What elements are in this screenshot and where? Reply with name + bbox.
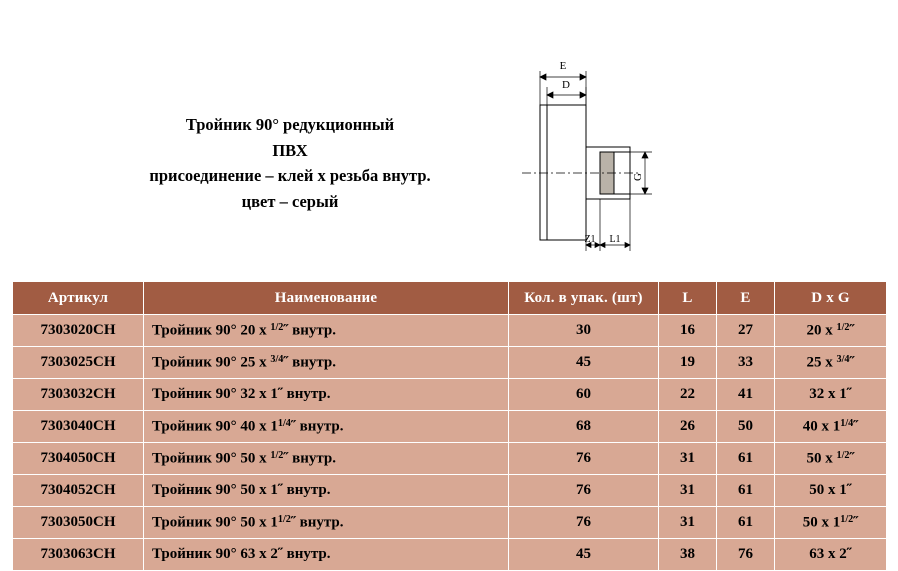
cell-qty: 76: [509, 475, 659, 507]
cell-name: Тройник 90° 50 х 1˝ внутр.: [144, 475, 509, 507]
cell-article: 7303050СН: [13, 507, 144, 539]
dimension-label-d: D: [562, 79, 570, 91]
cell-article: 7303032СН: [13, 379, 144, 411]
cell-article: 7303040СН: [13, 411, 144, 443]
cell-l: 19: [659, 347, 717, 379]
fitting-diagram-svg: [500, 55, 730, 255]
cell-l: 26: [659, 411, 717, 443]
cell-e: 61: [717, 507, 775, 539]
technical-drawing: [500, 55, 730, 255]
cell-article: 7303025СН: [13, 347, 144, 379]
table-header-row: [13, 282, 887, 315]
table-row: [13, 443, 887, 475]
cell-qty: 76: [509, 443, 659, 475]
cell-article: 7303063СН: [13, 539, 144, 571]
cell-article: 7304050СН: [13, 443, 144, 475]
product-title-line-2: ПВХ: [272, 140, 308, 160]
cell-name: Тройник 90° 50 х $1^{1/2}˝$ внутр.: [144, 507, 509, 539]
column-header-qty: Кол. в упак. (шт): [509, 282, 659, 315]
cell-l: 16: [659, 315, 717, 347]
cell-qty: 30: [509, 315, 659, 347]
cell-name: Тройник 90° 50 х $^{1/2}$˝ внутр.: [144, 443, 509, 475]
cell-name: Тройник 90° 20 х $^{1/2}$˝ внутр.: [144, 315, 509, 347]
cell-l: 22: [659, 379, 717, 411]
product-title-line-4: цвет – серый: [241, 191, 339, 211]
column-header-article: Артикул: [13, 282, 144, 315]
column-header-name: Наименование: [144, 282, 509, 315]
cell-l: 31: [659, 443, 717, 475]
dimension-label-g: G: [632, 173, 644, 181]
cell-qty: 68: [509, 411, 659, 443]
cell-e: 61: [717, 443, 775, 475]
dimension-label-e: E: [559, 60, 567, 72]
product-title-line-3: присоединение – клей х резьба внутр.: [149, 166, 431, 186]
cell-qty: 45: [509, 347, 659, 379]
table-row: [13, 475, 887, 507]
cell-e: 76: [717, 539, 775, 571]
cell-l: 38: [659, 539, 717, 571]
cell-qty: 45: [509, 539, 659, 571]
cell-dg: 40 х $1^{1/4}˝$: [775, 411, 887, 443]
cell-dg: 32 х 1˝: [775, 379, 887, 411]
cell-qty: 76: [509, 507, 659, 539]
cell-dg: 50 х $1^{1/2}˝$: [775, 507, 887, 539]
cell-dg: 63 х 2˝: [775, 539, 887, 571]
cell-l: 31: [659, 475, 717, 507]
cell-e: 41: [717, 379, 775, 411]
cell-article: 7304052СН: [13, 475, 144, 507]
specification-table: [12, 281, 887, 571]
table-body: [13, 315, 887, 571]
cell-article: 7303020СН: [13, 315, 144, 347]
cell-dg: 50 х $^{1/2}$˝: [775, 443, 887, 475]
dimension-label-z1: Z1: [584, 234, 596, 245]
cell-dg: 25 х $^{3/4}$˝: [775, 347, 887, 379]
product-title-line-1: Тройник 90° редукционный: [185, 115, 395, 134]
cell-dg: 20 х $^{1/2}$˝: [775, 315, 887, 347]
cell-dg: 50 х 1˝: [775, 475, 887, 507]
header-area: [0, 0, 898, 262]
cell-name: Тройник 90° 40 х $1^{1/4}˝$ внутр.: [144, 411, 509, 443]
column-header-dg: D x G: [775, 282, 887, 315]
table-row: [13, 411, 887, 443]
dimension-label-l1: L1: [609, 234, 621, 245]
cell-qty: 60: [509, 379, 659, 411]
cell-e: 27: [717, 315, 775, 347]
table-row: [13, 315, 887, 347]
table-row: [13, 379, 887, 411]
cell-name: Тройник 90° 25 х $^{3/4}$˝ внутр.: [144, 347, 509, 379]
cell-name: Тройник 90° 32 х 1˝ внутр.: [144, 379, 509, 411]
cell-l: 31: [659, 507, 717, 539]
table-row: [13, 539, 887, 571]
cell-e: 50: [717, 411, 775, 443]
table-row: [13, 507, 887, 539]
cell-name: Тройник 90° 63 х 2˝ внутр.: [144, 539, 509, 571]
column-header-l: L: [659, 282, 717, 315]
table-row: [13, 347, 887, 379]
cell-e: 61: [717, 475, 775, 507]
column-header-e: E: [717, 282, 775, 315]
cell-e: 33: [717, 347, 775, 379]
specification-table-wrapper: [12, 281, 886, 571]
product-title-block: [110, 112, 470, 214]
